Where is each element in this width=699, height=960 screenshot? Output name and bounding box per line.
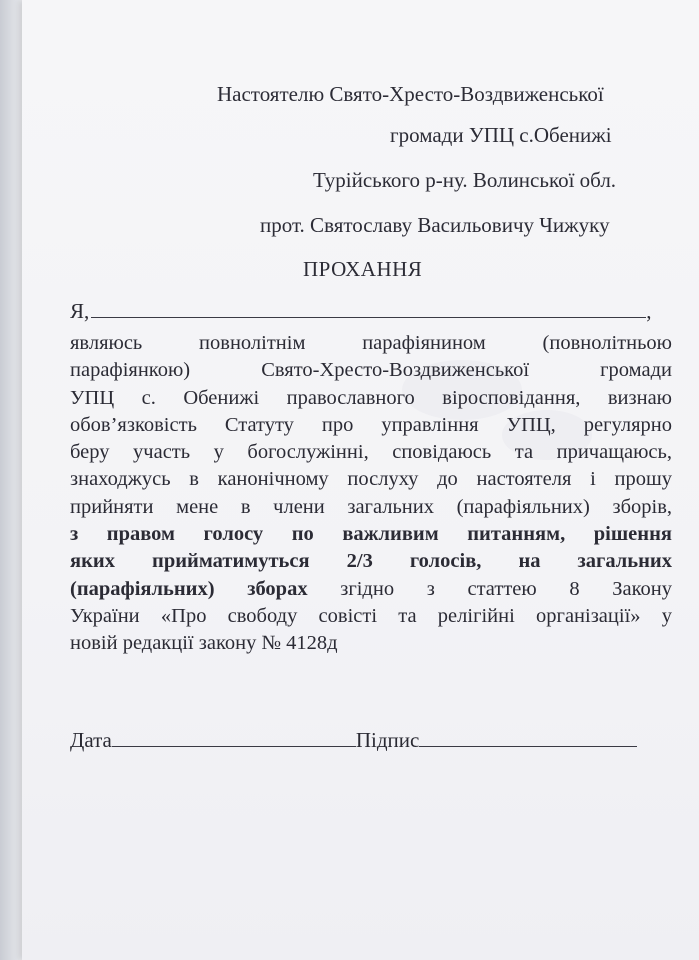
signature-row (70, 728, 670, 753)
addressee-line-4: прот. Святославу Васильовичу Чижуку (260, 213, 610, 237)
body-line-bold: яких прийматимуться 2/3 голосів, на загальних (70, 550, 672, 573)
applicant-prefix: Я, (70, 299, 90, 323)
body-line-bold: з правом голосу по важливим питанням, рішення (70, 523, 672, 546)
applicant-name-blank (91, 299, 646, 318)
body-line: України «Про свободу совісті та релігійні організації» у (70, 604, 672, 627)
body-line: обов’язковість Статуту про управління УПЦ, регулярно (70, 413, 672, 436)
body-line: УПЦ с. Обенижі православного віросповідання, визнаю (70, 386, 672, 409)
addressee-line-2: громади УПЦ с.Обенижі (390, 123, 612, 147)
page-left-edge (0, 0, 22, 960)
body-line-mixed (70, 576, 672, 603)
addressee-line-1: Настоятелю Свято-Хресто-Воздвиженської (217, 82, 604, 106)
date-label: Дата (70, 728, 112, 752)
body-regular-fragment: згідно з статтею 8 Закону (307, 577, 672, 600)
body-line: являюсь повнолітнім парафіянином (повнолітньою (70, 332, 672, 354)
body-line: прийняти мене в члени загальних (парафіяльних) зборів, (70, 495, 672, 518)
body-line: знаходжусь в канонічному послуху до настоятеля і прошу (70, 468, 672, 491)
body-bold-fragment: (парафіяльних) зборах (70, 577, 308, 600)
signature-label: Підпис (355, 728, 420, 752)
body-line: беру участь у богослужінні, сповідаюсь та причащаюсь, (70, 441, 672, 464)
addressee-line-3: Турійського р-ну. Волинської обл. (313, 168, 617, 192)
signature-blank (419, 728, 637, 747)
applicant-suffix: , (646, 299, 652, 323)
applicant-name-line (70, 299, 660, 324)
body-line: новій редакції закону № 4128д (70, 632, 338, 655)
body-line: парафіянкою) Свято-Хресто-Воздвиженської громади (70, 359, 672, 382)
document-title: ПРОХАННЯ (303, 257, 423, 281)
date-blank (112, 728, 356, 747)
request-body (70, 330, 672, 658)
